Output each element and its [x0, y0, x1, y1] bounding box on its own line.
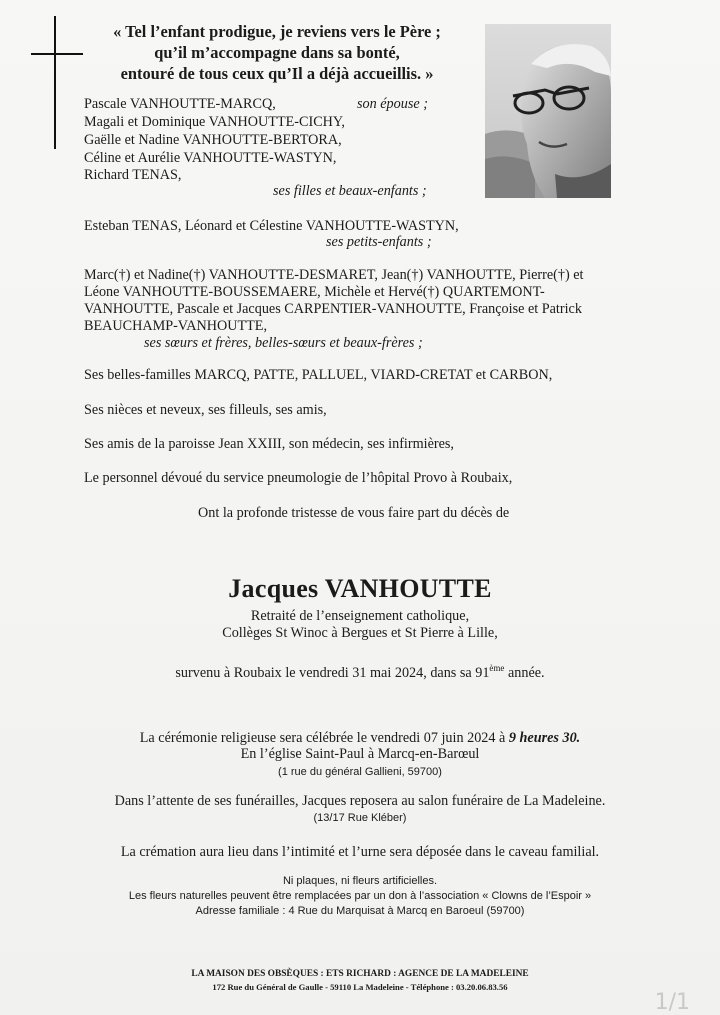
portrait-photo: [485, 24, 611, 198]
note-line: Les fleurs naturelles peuvent être remplacées par un don à l’association « Clowns de l’Espoir »: [128, 890, 592, 902]
page-counter: 1/1: [654, 990, 690, 1015]
ceremony-time: 9 heures 30.: [508, 730, 581, 746]
note-line: Ni plaques, ni fleurs artificielles.: [282, 875, 438, 887]
death-sup: ème: [489, 663, 505, 673]
funeral-home-address: (13/17 Rue Kléber): [313, 812, 407, 824]
children-role: ses filles et beaux-enfants ;: [273, 183, 427, 199]
cremation-line: La crémation aura lieu dans l’intimité et l’urne sera déposée dans le caveau familial.: [120, 844, 600, 860]
grandchildren-role: ses petits-enfants ;: [326, 234, 432, 250]
child-line: Céline et Aurélie VANHOUTTE-WASTYN,: [84, 150, 337, 166]
siblings-role: ses sœurs et frères, belles-sœurs et beaux-frères ;: [144, 335, 423, 351]
death-text: survenu à Roubaix le vendredi 31 mai 2024, dans sa 91: [175, 665, 490, 681]
child-line: Richard TENAS,: [84, 167, 182, 183]
note-line: Adresse familiale : 4 Rue du Marquisat à Marcq en Baroeul (59700): [195, 905, 525, 917]
siblings-line: BEAUCHAMP-VANHOUTTE,: [84, 318, 267, 334]
deceased-name: Jacques VANHOUTTE: [228, 574, 492, 603]
cross-icon-vertical: [54, 16, 56, 149]
spouse-name: Pascale VANHOUTTE-MARCQ,: [84, 96, 276, 112]
staff-line: Le personnel dévoué du service pneumologie de l’hôpital Provo à Roubaix,: [84, 470, 513, 486]
footer-agency: LA MAISON DES OBSÈQUES : ETS RICHARD : AGENCE DE LA MADELEINE: [191, 969, 529, 979]
in-laws-line: Ses belles-familles MARCQ, PATTE, PALLUEL, VIARD-CRETAT et CARBON,: [84, 367, 553, 383]
parish-line: Ses amis de la paroisse Jean XXIII, son médecin, ses infirmières,: [84, 436, 454, 452]
nieces-line: Ses nièces et neveux, ses filleuls, ses amis,: [84, 402, 327, 418]
funeral-home-line: Dans l’attente de ses funérailles, Jacques reposera au salon funéraire de La Madeleine.: [114, 793, 606, 809]
cross-icon-horizontal: [31, 53, 83, 55]
verse-quote: [92, 21, 462, 84]
ceremony-text: La cérémonie religieuse sera célébrée le vendredi 07 juin 2024 à: [139, 730, 509, 746]
footer-address: 172 Rue du Général de Gaulle - 59110 La Madeleine - Téléphone : 03.20.06.83.56: [212, 982, 508, 992]
announcement-line: Ont la profonde tristesse de vous faire part du décès de: [198, 505, 510, 521]
deceased-colleges-line: Collèges St Winoc à Bergues et St Pierre à Lille,: [222, 625, 498, 641]
verse-line: entouré de tous ceux qu’Il a déjà accueillis. »: [120, 64, 434, 83]
grandchildren-line: Esteban TENAS, Léonard et Célestine VANHOUTTE-WASTYN,: [84, 218, 459, 234]
deceased-role-line: Retraité de l’enseignement catholique,: [250, 608, 470, 624]
siblings-line: VANHOUTTE, Pascale et Jacques CARPENTIER-VANHOUTTE, Françoise et Patrick: [84, 301, 582, 317]
death-line: [0, 659, 720, 682]
verse-line: « Tel l’enfant prodigue, je reviens vers le Père ;: [113, 22, 441, 41]
spouse-role: son épouse ;: [357, 96, 428, 112]
child-line: Gaëlle et Nadine VANHOUTTE-BERTORA,: [84, 132, 342, 148]
death-text-end: année.: [504, 665, 545, 681]
church-line: En l’église Saint-Paul à Marcq-en-Barœul: [240, 746, 480, 762]
church-address: (1 rue du général Gallieni, 59700): [278, 766, 442, 778]
verse-line: qu’il m’accompagne dans sa bonté,: [154, 43, 400, 62]
siblings-line: Marc(†) et Nadine(†) VANHOUTTE-DESMARET, Jean(†) VANHOUTTE, Pierre(†) et: [84, 267, 584, 283]
siblings-line: Léone VANHOUTTE-BOUSSEMAERE, Michèle et Hervé(†) QUARTEMONT-: [84, 284, 545, 300]
child-line: Magali et Dominique VANHOUTTE-CICHY,: [84, 114, 345, 130]
